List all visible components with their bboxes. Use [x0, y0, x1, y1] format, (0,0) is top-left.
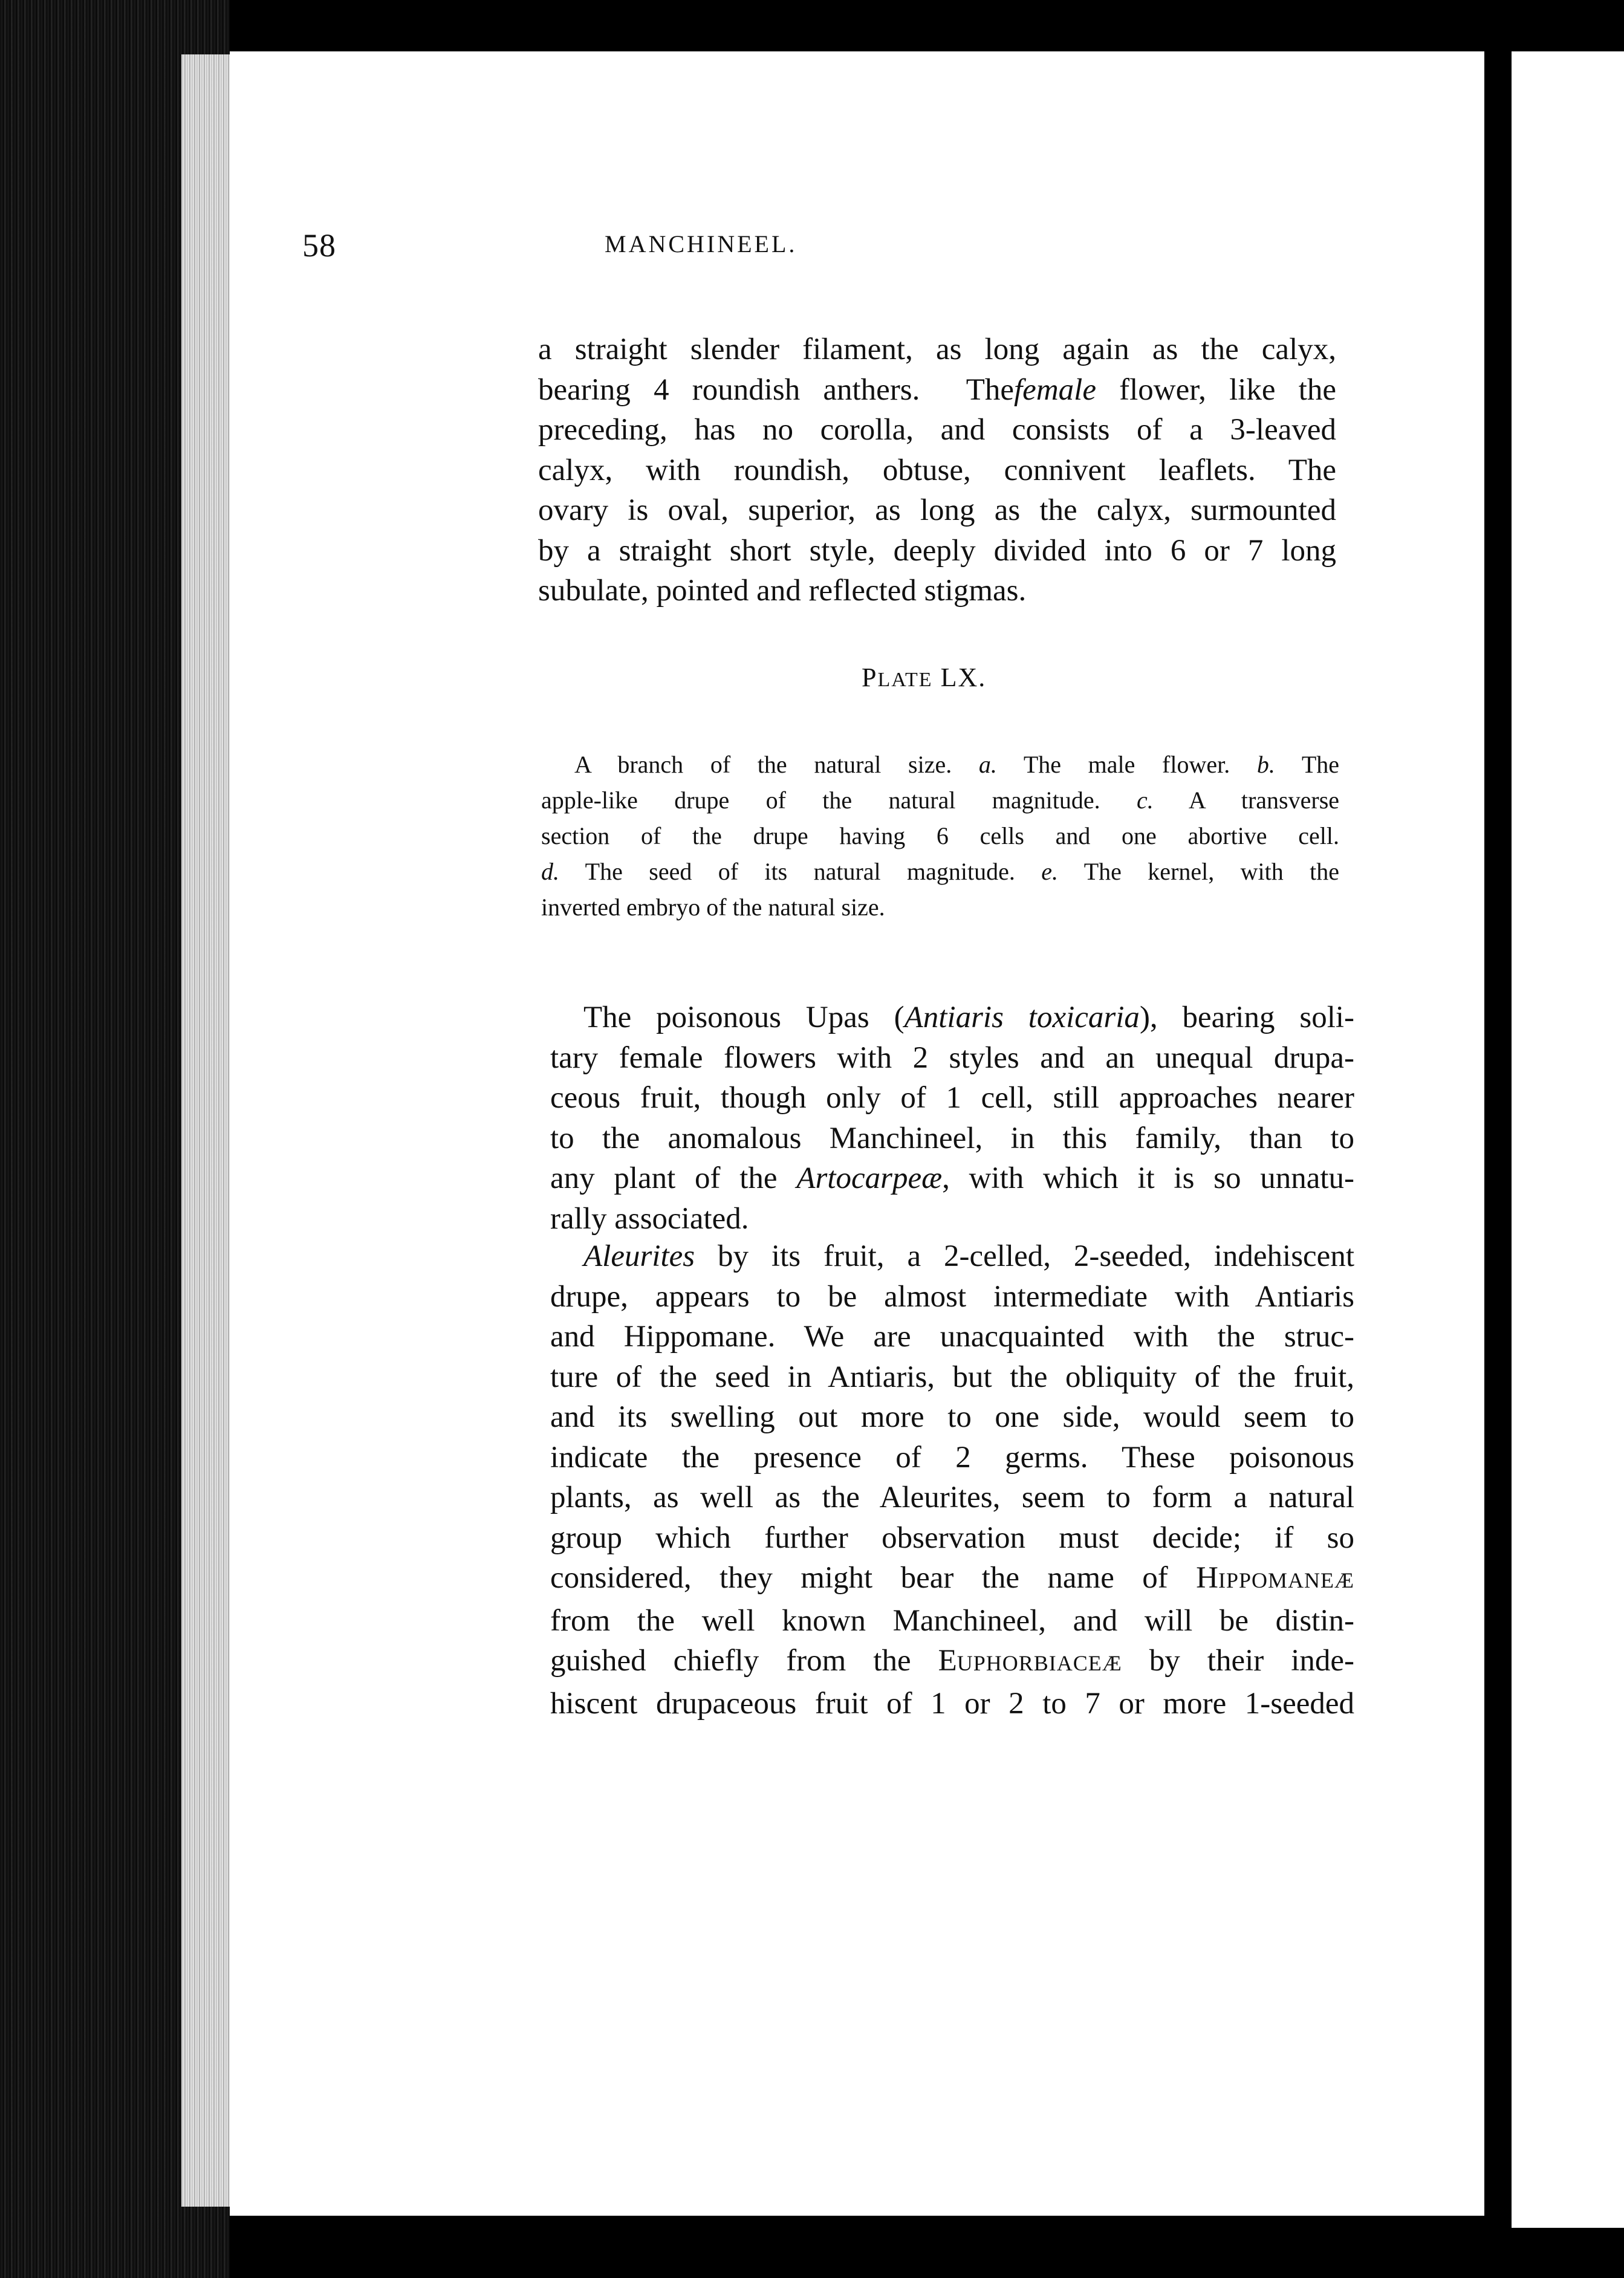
text-line: Aleurites by its fruit, a 2-celled, 2-seeded, indehiscent: [583, 1239, 1354, 1273]
text-line: considered, they might bear the name of HIPPOMANEÆ: [550, 1561, 1355, 1595]
text-line: ceous fruit, though only of 1 cell, still approaches nearer: [550, 1081, 1354, 1115]
text-line: bearing 4 roundish anthers. Thefemale flower, like the: [538, 372, 1337, 407]
plate-caption: [541, 747, 1339, 925]
gutter-shadow: [1484, 51, 1512, 2228]
text-line: subulate, pointed and reflected stigmas.: [538, 574, 1027, 608]
text-line: from the well known Manchineel, and will be distin-: [550, 1603, 1354, 1638]
caption-line: inverted embryo of the natural size.: [541, 894, 885, 921]
plate-heading: PLATE LX.: [862, 663, 987, 692]
caption-line: d. The seed of its natural magnitude. e. The kernel, with the: [541, 858, 1340, 885]
text-line: hiscent drupaceous fruit of 1 or 2 to 7 or more 1-seeded: [550, 1686, 1354, 1721]
italic-term: female: [1014, 372, 1096, 407]
page-number: 58: [302, 227, 336, 264]
italic-term: Aleurites: [583, 1239, 695, 1273]
paragraph-flower-description: [538, 329, 1336, 611]
text-line: by a straight short style, deeply divided into 6 or 7 long: [538, 533, 1336, 568]
text-line: plants, as well as the Aleurites, seem to form a natural: [550, 1481, 1354, 1514]
paragraph-upas: [550, 998, 1354, 1239]
text-line: and its swelling out more to one side, would seem to: [550, 1400, 1354, 1434]
text-line: ture of the seed in Antiaris, but the obliquity of the fruit,: [550, 1360, 1354, 1394]
text-line: drupe, appears to be almost intermediate with Antiaris: [550, 1279, 1354, 1314]
text-line: calyx, with roundish, obtuse, connivent leaflets. The: [538, 453, 1336, 487]
caption-line: A branch of the natural size. a. The male flower. b. The: [574, 751, 1340, 778]
text-line: preceding, has no corolla, and consists of a 3-leaved: [538, 413, 1336, 447]
text-line: a straight slender filament, as long again as the calyx,: [538, 333, 1336, 366]
text-line: group which further observation must decide; if so: [550, 1520, 1354, 1555]
text-line: to the anomalous Manchineel, in this family, than to: [550, 1121, 1354, 1155]
text-line: indicate the presence of 2 germs. These poisonous: [550, 1440, 1354, 1475]
caption-line: apple-like drupe of the natural magnitude. c. A transverse: [541, 787, 1340, 814]
text-line: ovary is oval, superior, as long as the calyx, surmounted: [538, 493, 1336, 527]
text-line: tary female flowers with 2 styles and an unequal drupa-: [550, 1040, 1354, 1075]
caption-line: section of the drupe having 6 cells and one abortive cell.: [541, 822, 1339, 849]
text-line: any plant of the Artocarpeæ, with which it is so unnatu-: [550, 1161, 1355, 1195]
text-line: The poisonous Upas (Antiaris toxicaria), bearing soli-: [583, 1001, 1355, 1034]
text-line: rally associated.: [550, 1201, 749, 1236]
text-line: and Hippomane. We are unacquainted with the struc-: [550, 1320, 1354, 1354]
running-title: MANCHINEEL.: [605, 230, 797, 258]
italic-term: Antiaris toxicaria: [904, 1001, 1140, 1034]
text-line: guished chiefly from the EUPHORBIACEÆ by their inde-: [550, 1644, 1354, 1678]
italic-term: Artocarpeæ: [796, 1161, 943, 1195]
facing-page-edge: [1512, 51, 1624, 2228]
paragraph-aleurites: [550, 1236, 1354, 1724]
